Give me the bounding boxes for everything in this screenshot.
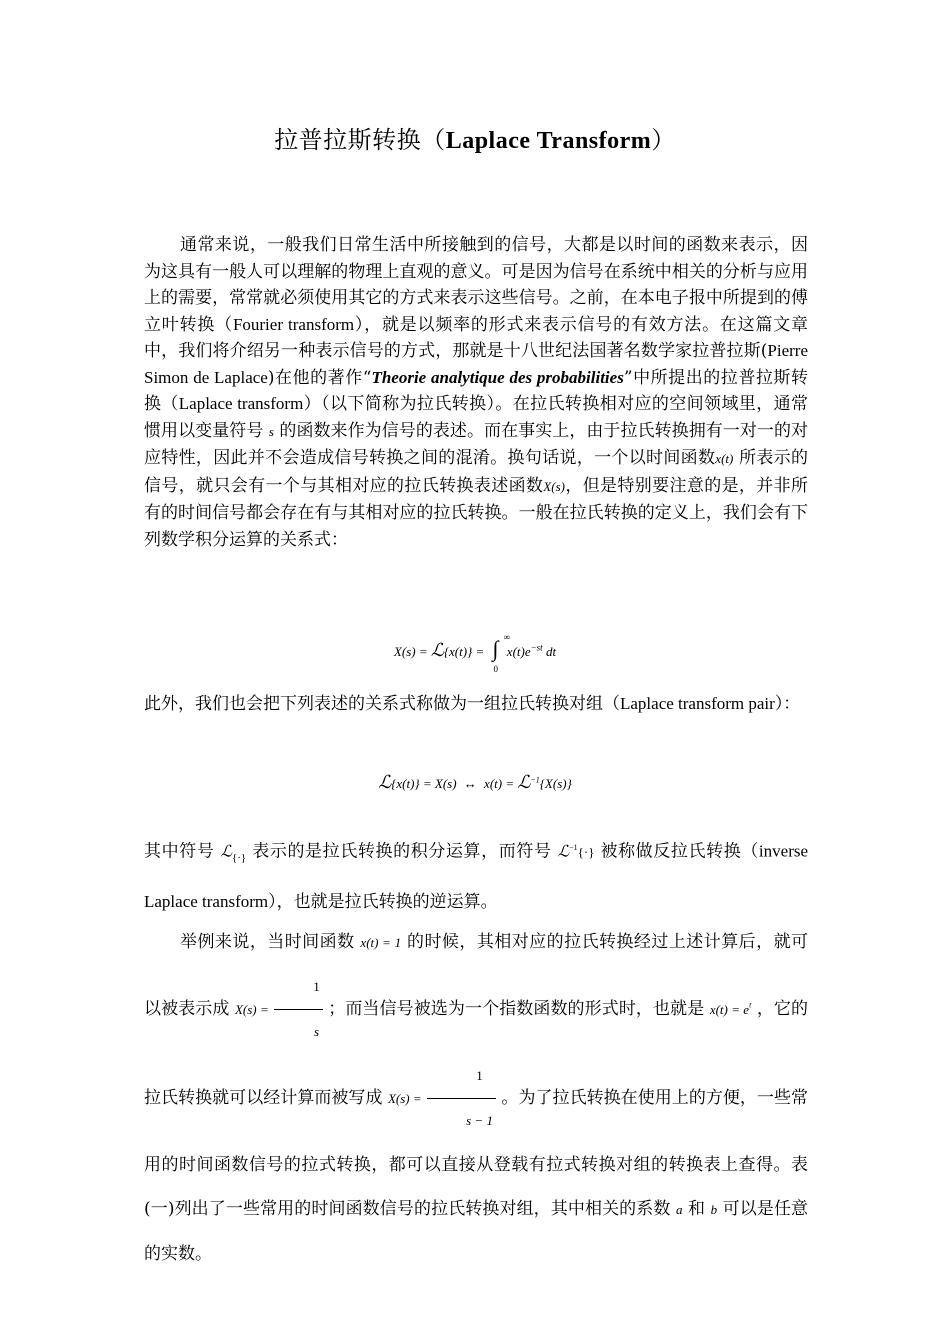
equation-laplace-definition <box>0 632 950 674</box>
notation-text-4: ），也就是拉氏转换的逆运算。 <box>268 892 498 913</box>
laplace-operator-symbol: ℒ <box>430 640 444 660</box>
eq1-exponent: −st <box>530 642 543 653</box>
eq1-dt: dt <box>545 644 557 659</box>
notation-paragraph <box>144 826 808 924</box>
coefficient-b: b <box>710 1202 718 1217</box>
frac1-den: s <box>313 1024 320 1039</box>
frac1-num: 1 <box>274 965 323 1010</box>
eq2-inverse: −1 <box>530 775 540 785</box>
eq2-right-a: x(t) = <box>484 776 515 791</box>
title-en: Laplace Transform <box>445 128 652 154</box>
notation-operator-2: {·} <box>577 844 595 860</box>
notation-en: inverse Laplace transform <box>144 841 809 912</box>
integral-glyph: ∫ <box>492 636 499 661</box>
example-text-1: 举例来说，当时间函数 <box>180 932 355 952</box>
pair-intro-paragraph <box>144 690 808 718</box>
example-text-7: 可以是任意的实数。 <box>144 1199 809 1264</box>
example-text-5: 。为了拉氏转换在使用上的方便，一些常用的时间函数信号的拉式转换，都可以直接从登载有拉式转换对组的转换表上查得。表(一)列出了一些常用的时间函数信号的拉氏转换对组，其中相关的系数 <box>144 1088 809 1219</box>
laplace-operator-symbol: ℒ <box>378 772 392 792</box>
symbol-Xs: X(s) <box>543 478 565 494</box>
laplace-operator-symbol: ℒ <box>220 843 232 861</box>
notation-inverse: −1 <box>569 843 578 852</box>
symbol-s: s <box>268 423 274 439</box>
example-Xs: X(s) = <box>234 1002 269 1017</box>
eq1-lhs: X(s) = <box>393 644 428 659</box>
pair-en: Laplace transform pair <box>620 694 775 713</box>
eq2-left: {x(t)} = X(s) <box>391 776 457 791</box>
example-text-3: ；而当信号被选为一个指数函数的形式时，也就是 <box>328 999 705 1019</box>
intro-text-7: 所表示的信号，就只会有一个与其相对应的拉氏转换表述函数 <box>144 448 808 496</box>
intro-text-1: 通常来说，一般我们日常生活中所接触到的信号，大都是以时间的函数来表示，因为这具有一般人可以理解的物理上直观的意义。可是因为信号在系统中相关的分析与应用上的需要，常常就必须使用其它的方式来表示这些信号。之前，在本电子报中所提到的傅立叶转换（ <box>144 235 808 335</box>
frac2-den: s − 1 <box>466 1113 493 1128</box>
intro-book: Theorie analytique des probabilities <box>371 367 624 387</box>
coefficient-a: a <box>676 1202 683 1217</box>
notation-operator: {·} <box>231 852 247 865</box>
title-close: ） <box>651 126 676 154</box>
example-xt-2: x(t) = e <box>709 1002 750 1017</box>
intro-text-8: ，但是特别要注意的是，并非所有的时间信号都会存在有与其相对应的拉氏转换。一般在拉氏转换的定义上，我们会有下列数学积分运算的关系式： <box>144 475 809 550</box>
pair-text-2: ）： <box>774 694 801 714</box>
intro-person: Pierre Simon de Laplace <box>144 341 808 387</box>
fraction-1-over-s <box>274 965 323 1054</box>
intro-text-2: ），就是以频率的形式来表示信号的有效方法。在这篇文章中，我们将介绍另一种表示信号的方式，那就是十八世纪法国著名数学家拉普拉斯( <box>144 314 809 361</box>
eq1-integrand: x(t)e <box>506 644 531 659</box>
title-cn: 拉普拉斯转换（ <box>274 126 446 154</box>
double-arrow-icon: ↔ <box>463 776 477 791</box>
frac2-num: 1 <box>427 1054 496 1099</box>
notation-text-3: 被称做反拉氏转换（ <box>600 841 759 862</box>
integral-lower: 0 <box>493 664 499 674</box>
integral-upper: ∞ <box>503 632 510 642</box>
intro-fourier: Fourier transform <box>232 314 355 334</box>
laplace-operator-symbol: ℒ <box>557 843 570 861</box>
notation-text-1: 其中符号 <box>144 841 215 862</box>
example-exp: t <box>749 1000 752 1010</box>
equation-transform-pair <box>0 772 950 793</box>
example-text-4: ，它的拉氏转换就可以经计算而被写成 <box>144 999 809 1108</box>
intro-paragraph <box>144 232 808 553</box>
example-paragraph <box>144 920 808 1276</box>
symbol-xt: x(t) <box>715 451 734 466</box>
laplace-operator-symbol: ℒ <box>517 772 531 792</box>
intro-text-3: )在他的著作“ <box>267 367 372 388</box>
intro-text-4: ”中所提出的拉普拉斯转换（ <box>144 367 808 414</box>
example-xt-1: x(t) = 1 <box>360 935 402 950</box>
pair-text-1: 此外，我们也会把下列表述的关系式称做为一组拉氏转换对组（ <box>144 694 620 714</box>
example-text-2: 的时候，其相对应的拉氏转换经过上述计算后，就可以被表示成 <box>144 932 809 1019</box>
integral-sign <box>488 632 510 674</box>
intro-laplace: Laplace transform <box>178 394 304 413</box>
intro-text-5: ）（以下简称为拉氏转换）。在拉氏转换相对应的空间领域里，通常惯用以变量符号 <box>144 394 809 441</box>
fraction-1-over-s-minus-1 <box>427 1054 496 1143</box>
page-title <box>0 120 950 155</box>
eq1-mid: {x(t)} = <box>443 644 485 659</box>
eq2-right-b: {X(s)} <box>539 776 572 791</box>
notation-text-2: 表示的是拉氏转换的积分运算，而符号 <box>252 841 552 862</box>
example-text-6: 和 <box>688 1199 706 1219</box>
example-Xs-2: X(s) = <box>387 1091 422 1106</box>
intro-text-6: 的函数来作为信号的表述。而在事实上，由于拉氏转换拥有一对一的对应特性，因此并不会造成信号转换之间的混淆。换句话说，一个以时间函数 <box>144 420 809 468</box>
